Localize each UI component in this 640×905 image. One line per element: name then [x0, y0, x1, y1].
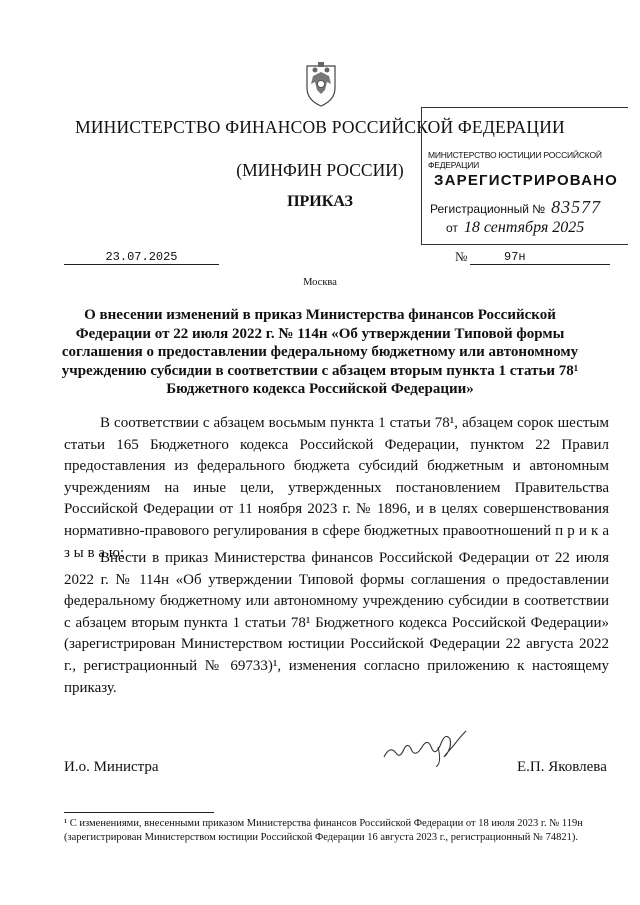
- signatory-position: И.о. Министра: [64, 759, 159, 775]
- document-number-label: №: [455, 249, 468, 264]
- footnote-divider: [64, 812, 214, 813]
- coat-of-arms-emblem: [301, 58, 341, 108]
- body-paragraph-1: В соответствии с абзацем восьмым пункта 1 статьи 78¹, абзацем сорок шестым статьи 165 Бюджетного кодекса Российской Федерации, пунктом 22 Правил предоставления из федерального бюджета субсидий бюджетным и автономным учреждениям на иные цели, утвержденных постановлением Правительства Российской Федерации от 11 ноября 2023 г. № 1896, и в целях совершенствования нормативно-правового регулирования в сфере бюджетных правоотношений п р и к а з ы в а ю:: [64, 415, 609, 561]
- footnote: ¹ С изменениями, внесенными приказом Министерства финансов Российской Федерации от 18 июля 2023 г. № 119н (зарегистрирован Министерством юстиции Российской Федерации 16 августа 2023 г., регистрационный № 74821).: [64, 818, 583, 843]
- stamp-date-label: от: [446, 221, 458, 235]
- document-date: 23.07.2025: [64, 250, 219, 265]
- body-paragraph-2: Внести в приказ Министерства финансов Российской Федерации от 22 июля 2022 г. № 114н «Об утверждении Типовой формы соглашения о предоставлении федеральному бюджетному или автономному учреждению субсидии в соответствии с абзацем вторым пункта 1 статьи 78¹ Бюджетного кодекса Российской Федерации» (зарегистрирован Министерством юстиции Российской Федерации 22 августа 2022 г., регистрационный № 69733)¹, изменения согласно приложению к настоящему приказу.: [64, 550, 609, 696]
- registration-stamp: [421, 107, 628, 245]
- ministry-short-name: (МИНФИН РОССИИ): [236, 160, 404, 180]
- signatory-name: Е.П. Яковлева: [517, 759, 607, 775]
- stamp-reg-line: [430, 197, 601, 218]
- document-number: 97н: [470, 250, 610, 265]
- document-type: ПРИКАЗ: [287, 193, 353, 210]
- document-title: О внесении изменений в приказ Министерства финансов Российской Федерации от 22 июля 2022 г. № 114н «Об утверждении Типовой формы соглашения о предоставлении федеральному бюджетному или автономному учреждению субсидии в соответствии с абзацем вторым пункта 1 статьи 78¹ Бюджетного кодекса Российской Федерации»: [61, 307, 579, 397]
- stamp-reg-label: Регистрационный №: [430, 202, 546, 216]
- stamp-reg-number: 83577: [551, 197, 602, 217]
- stamp-date-line: [446, 219, 584, 237]
- handwritten-signature: [380, 727, 470, 767]
- stamp-status: ЗАРЕГИСТРИРОВАНО: [434, 172, 619, 189]
- ministry-name: МИНИСТЕРСТВО ФИНАНСОВ РОССИЙСКОЙ ФЕДЕРАЦИИ: [75, 117, 565, 137]
- stamp-date-value: 18 сентября 2025: [463, 219, 585, 236]
- document-city: Москва: [303, 277, 337, 288]
- stamp-organization: МИНИСТЕРСТВО ЮСТИЦИИ РОССИЙСКОЙ ФЕДЕРАЦИИ: [428, 150, 602, 170]
